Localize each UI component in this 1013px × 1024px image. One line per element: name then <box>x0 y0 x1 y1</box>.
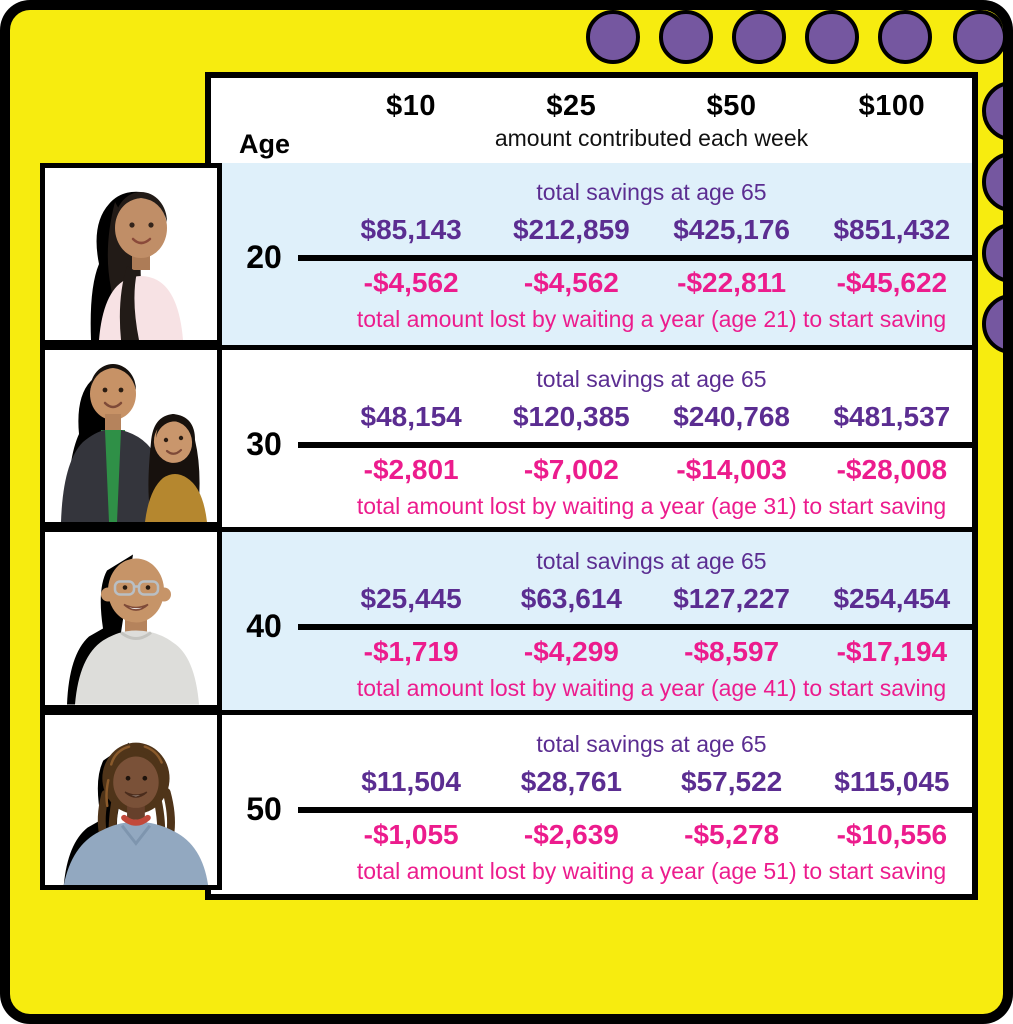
loss-value: -$17,194 <box>836 636 948 667</box>
age-value: 50 <box>246 791 282 827</box>
purple-dot-decoration <box>982 223 1003 283</box>
age-value: 40 <box>246 608 282 644</box>
savings-values <box>331 401 972 433</box>
savings-value: $240,768 <box>673 401 791 432</box>
savings-values <box>331 583 972 615</box>
loss-value: -$22,811 <box>677 267 787 298</box>
row-rule <box>298 807 972 813</box>
loss-value: -$4,562 <box>363 267 459 298</box>
loss-label: total amount lost by waiting a year (age 51) to start saving <box>356 858 947 884</box>
row-rule <box>298 255 972 261</box>
savings-table <box>205 72 978 900</box>
loss-values <box>331 454 972 486</box>
loss-value: -$2,801 <box>363 454 459 485</box>
purple-dot-decoration <box>659 10 713 64</box>
savings-value: $254,454 <box>833 583 951 614</box>
loss-value: -$1,719 <box>363 636 459 667</box>
savings-label: total savings at age 65 <box>536 731 767 757</box>
column-header-100: $100 <box>858 90 926 122</box>
savings-value: $85,143 <box>360 214 462 245</box>
savings-values <box>331 214 972 246</box>
loss-value: -$45,622 <box>836 267 948 298</box>
savings-value: $48,154 <box>360 401 462 432</box>
photo-age-40 <box>40 527 222 710</box>
photo-age-50 <box>40 710 222 890</box>
savings-value: $212,859 <box>512 214 630 245</box>
person-illustration-couple <box>45 350 217 522</box>
savings-label: total savings at age 65 <box>536 548 767 574</box>
savings-value: $63,614 <box>520 583 622 614</box>
photo-age-20 <box>40 163 222 345</box>
age-value: 20 <box>246 239 282 275</box>
column-header-row <box>331 78 972 123</box>
purple-dot-decoration <box>732 10 786 64</box>
loss-value: -$10,556 <box>836 819 948 850</box>
savings-value: $425,176 <box>673 214 791 245</box>
purple-dot-decoration <box>586 10 640 64</box>
loss-values <box>331 819 972 851</box>
column-note: amount contributed each week <box>494 125 809 151</box>
row-rule <box>298 624 972 630</box>
photo-age-30 <box>40 345 222 527</box>
loss-values <box>331 267 972 299</box>
person-illustration-bald-man <box>45 532 217 705</box>
savings-value: $481,537 <box>833 401 951 432</box>
loss-value: -$14,003 <box>676 454 787 485</box>
row-age-20 <box>211 163 972 345</box>
person-illustration-woman-locs <box>45 715 217 885</box>
loss-value: -$5,278 <box>684 819 780 850</box>
purple-dot-decoration <box>805 10 859 64</box>
purple-dot-decoration <box>878 10 932 64</box>
age-value: 30 <box>246 426 282 462</box>
loss-label: total amount lost by waiting a year (age 31) to start saving <box>356 493 947 519</box>
loss-label: total amount lost by waiting a year (age 41) to start saving <box>356 675 947 701</box>
row-age-40 <box>211 527 972 710</box>
savings-values <box>331 766 972 798</box>
savings-label: total savings at age 65 <box>536 366 767 392</box>
column-header-25: $25 <box>546 90 597 122</box>
age-column-label: Age <box>239 129 291 159</box>
column-header-10: $10 <box>386 90 437 122</box>
savings-value: $11,504 <box>361 766 461 797</box>
savings-value: $127,227 <box>673 583 791 614</box>
savings-value: $57,522 <box>681 766 783 797</box>
loss-values <box>331 636 972 668</box>
loss-value: -$2,639 <box>523 819 619 850</box>
table-header <box>211 78 972 163</box>
savings-value: $25,445 <box>360 583 462 614</box>
loss-value: -$4,299 <box>523 636 619 667</box>
savings-value: $851,432 <box>833 214 951 245</box>
loss-value: -$8,597 <box>684 636 780 667</box>
person-illustration-young-woman <box>45 168 217 340</box>
purple-dot-decoration <box>953 10 1003 64</box>
savings-label: total savings at age 65 <box>536 179 767 205</box>
row-age-30 <box>211 345 972 527</box>
loss-value: -$28,008 <box>836 454 948 485</box>
savings-value: $115,045 <box>834 766 950 797</box>
column-header-50: $50 <box>706 90 757 122</box>
loss-value: -$7,002 <box>523 454 619 485</box>
purple-dot-decoration <box>982 81 1003 141</box>
purple-dot-decoration <box>982 294 1003 354</box>
savings-value: $28,761 <box>520 766 622 797</box>
loss-value: -$4,562 <box>523 267 619 298</box>
loss-value: -$1,055 <box>363 819 459 850</box>
purple-dot-decoration <box>982 152 1003 212</box>
loss-label: total amount lost by waiting a year (age 21) to start saving <box>356 306 947 332</box>
savings-value: $120,385 <box>512 401 630 432</box>
row-age-50 <box>211 710 972 894</box>
row-rule <box>298 442 972 448</box>
